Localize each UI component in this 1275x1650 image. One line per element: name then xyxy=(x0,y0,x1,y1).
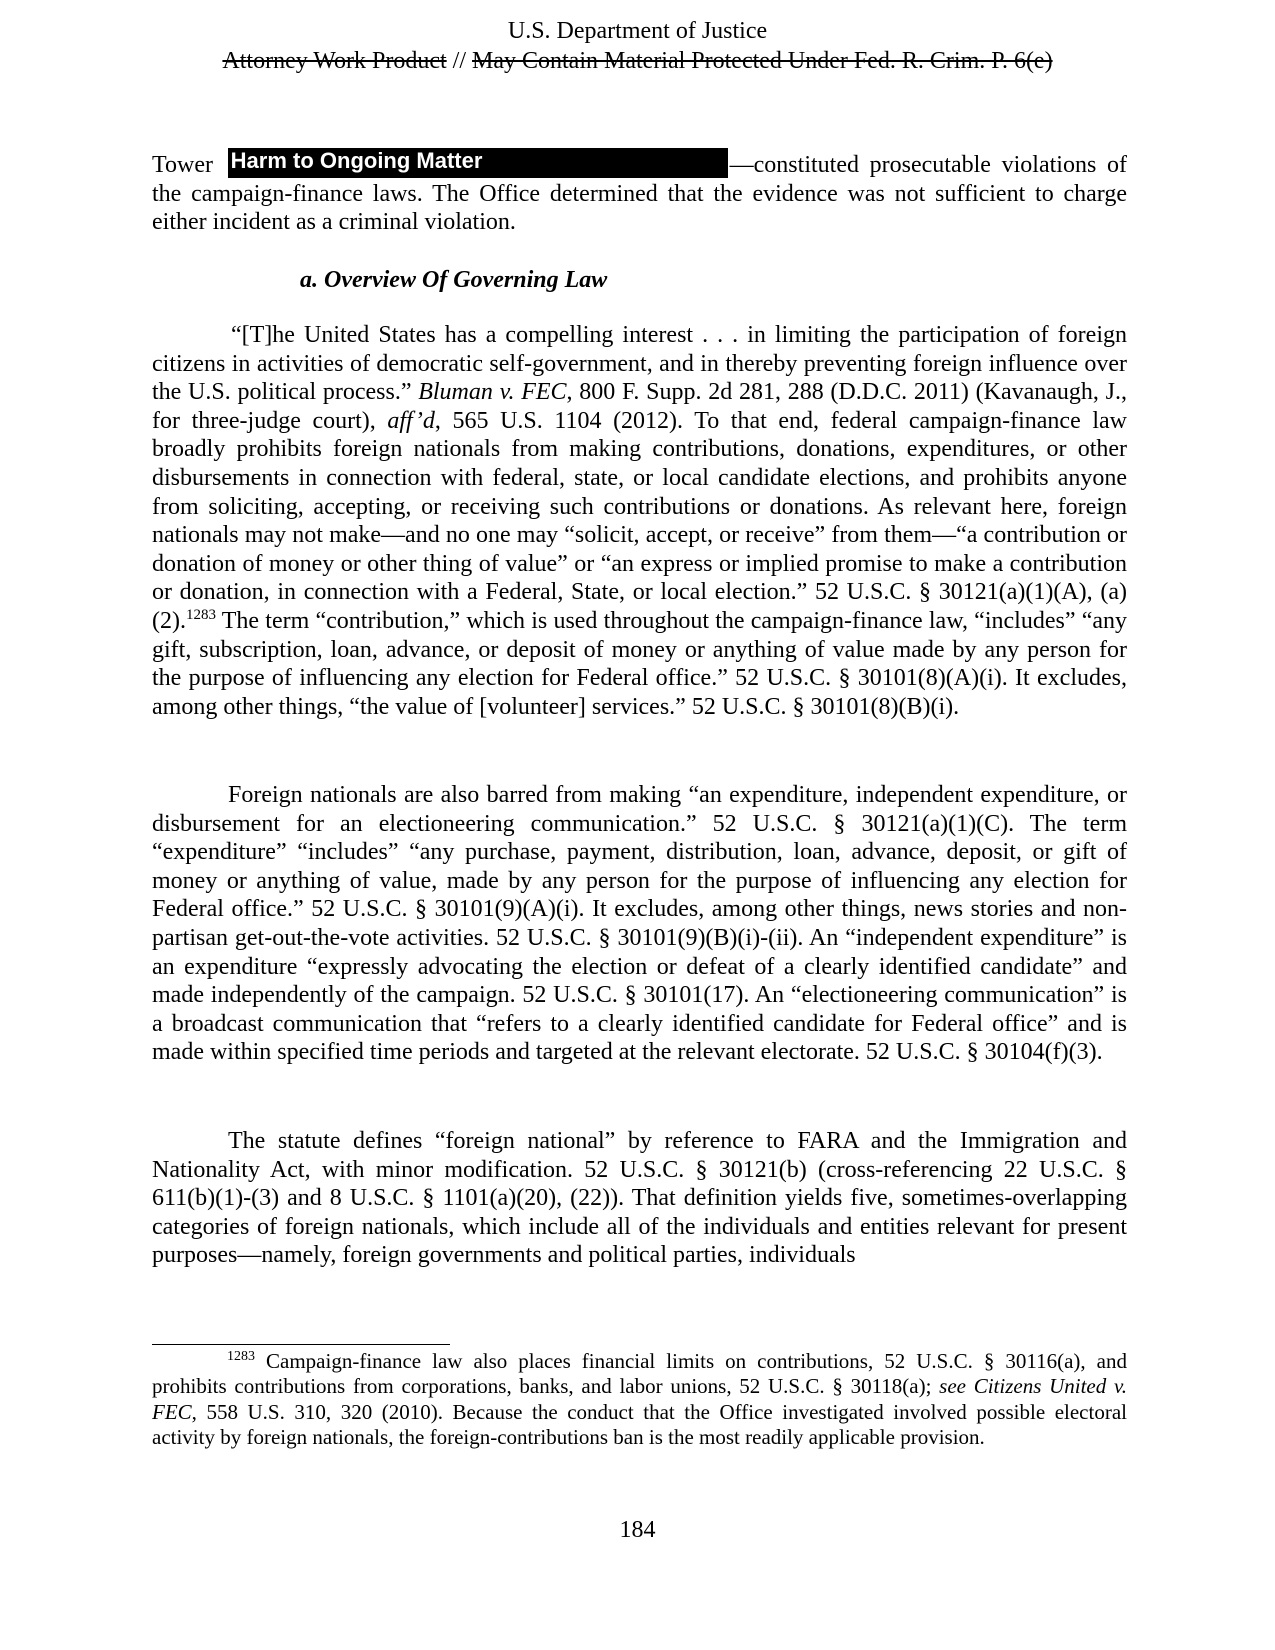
paragraph-intro xyxy=(152,148,1127,237)
marking-separator: // xyxy=(446,48,473,74)
footnote-text-a: Campaign-finance law also places financial limits on contributions, 52 U.S.C. § 30116(a), and prohibits contributions from corporations, banks, and labor unions, 52 U.S.C. § 30118(a); xyxy=(152,1349,1127,1399)
p1-text-c: , 565 U.S. 1104 (2012). To that end, federal campaign-finance law broadly prohibits foreign nationals from making contributions, donations, expenditures, or other disbursements in connection with federal, state, or local candidate elections, and prohibits anyone from soliciting, accepting, or receiving such contributions or donations. As relevant here, foreign nationals may not make—and no one may “solicit, accept, or receive” from them—“a contribution or donation of money or other thing of value” or “an express or implied promise to make a contribution or donation, in connection with a Federal, State, or local election.” 52 U.S.C. § 30121(a)(1)(A), (a)(2). xyxy=(152,407,1127,634)
affd-citation: aff’d xyxy=(387,407,435,434)
footnote-1283 xyxy=(152,1349,1127,1451)
marking-work-product: Attorney Work Product xyxy=(222,48,447,74)
footnote-text-b: , 558 U.S. 310, 320 (2010). Because the conduct that the Office investigated involved possible electoral activity by foreign nationals, the foreign-contributions ban is the most readily applicable provision. xyxy=(152,1399,1127,1450)
marking-grand-jury: May Contain Material Protected Under Fed. R. Crim. P. 6(e) xyxy=(472,48,1053,74)
header-department: U.S. Department of Justice xyxy=(507,18,768,44)
footnote-ref-1283: 1283 xyxy=(185,606,216,623)
p1-text-d: The term “contribution,” which is used throughout the campaign-finance law, “includes” “any gift, subscription, loan, advance, or deposit of money or anything of value made by any person for the purpose of influencing any election for Federal office.” 52 U.S.C. § 30101(8)(A)(i). It excludes, among other things, “the value of [volunteer] services.” 52 U.S.C. § 30101(8)(B)(i). xyxy=(152,607,1127,720)
p1-text-a: “[T]he United States has a compelling interest . . . in limiting the participation of foreign citizens in activities of democratic self-government, and in thereby preventing foreign influence over the U.S. political process.” xyxy=(152,322,1127,406)
header-marking xyxy=(0,46,1275,76)
page-number: 184 xyxy=(619,1517,656,1543)
section-heading: a. Overview Of Governing Law xyxy=(300,267,608,293)
paragraph-governing-law xyxy=(152,321,1127,721)
p1-text-b: , 800 F. Supp. 2d 281, 288 (D.D.C. 2011) (Kavanaugh, J., for three-judge court), xyxy=(152,379,1127,434)
paragraph-intro-lead: Tower xyxy=(152,152,224,178)
paragraph-expenditures: Foreign nationals are also barred from making “an expenditure, independent expenditure, or disbursement for an electioneering communication.” 52 U.S.C. § 30121(a)(1)(C). The term “expenditure” “includes” “any purchase, payment, distribution, loan, advance, deposit, or gift of money or anything of value, made by any person for the purpose of influencing any election for Federal office.” 52 U.S.C. § 30101(9)(A)(i). It excludes, among other things, news stories and non-partisan get-out-the-vote activities. 52 U.S.C. § 30101(9)(B)(i)-(ii). An “independent expenditure” is an expenditure “expressly advocating the election or defeat of a clearly identified candidate” and made independently of the campaign. 52 U.S.C. § 30101(17). An “electioneering communication” is a broadcast communication that “refers to a clearly identified candidate for Federal office” and is made within specified time periods and targeted at the relevant electorate. 52 U.S.C. § 30104(f)(3). xyxy=(152,782,1127,1066)
case-citation-bluman: Bluman v. FEC xyxy=(418,379,567,406)
footnote-divider xyxy=(152,1344,450,1345)
footnote-number: 1283 xyxy=(227,1349,255,1364)
redaction-box: Harm to Ongoing Matter xyxy=(228,148,728,178)
paragraph-foreign-national: The statute defines “foreign national” by reference to FARA and the Immigration and Nationality Act, with minor modification. 52 U.S.C. § 30121(b) (cross-referencing 22 U.S.C. § 611(b)(1)-(3) and 8 U.S.C. § 1101(a)(20), (22)). That definition yields five, sometimes-overlapping categories of foreign nationals, which include all of the individuals and entities relevant for present purposes—namely, foreign governments and political parties, individuals xyxy=(152,1128,1127,1269)
footnote-citation-citizens-united: see Citizens United v. FEC xyxy=(152,1374,1127,1424)
paragraph-intro-rest: —constituted prosecutable violations of the campaign-finance laws. The Office determined that the evidence was not sufficient to charge either incident as a criminal violation. xyxy=(152,152,1127,236)
